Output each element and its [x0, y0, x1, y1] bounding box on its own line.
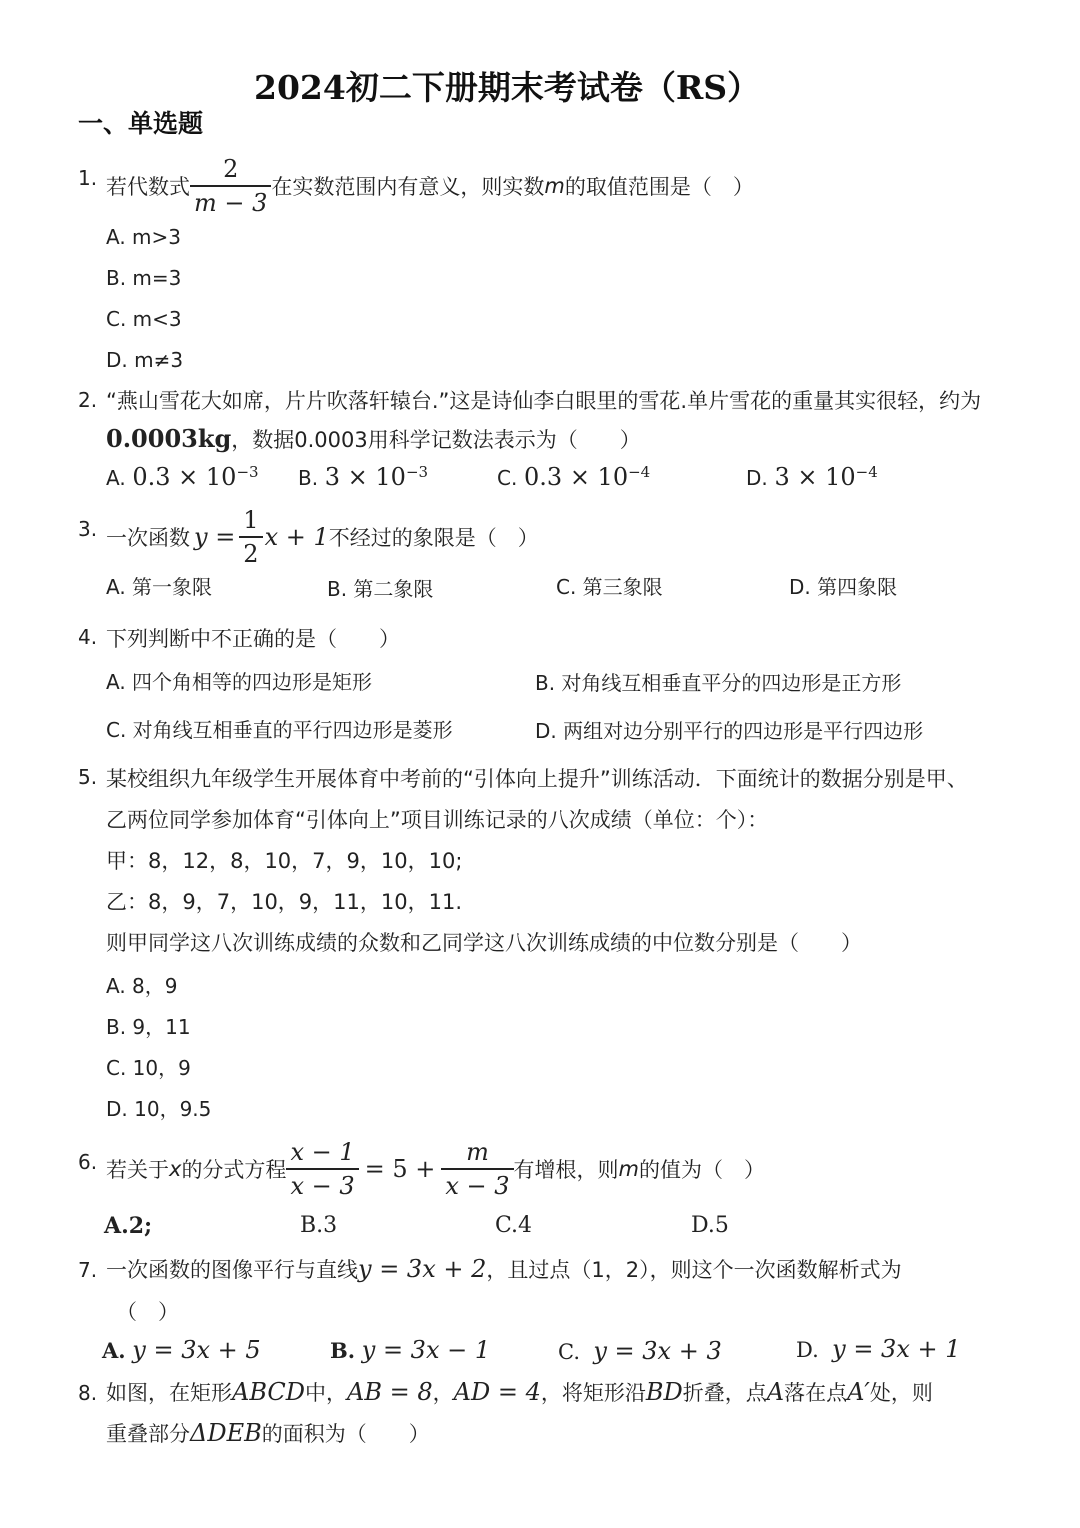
q8-line-2 — [106, 1418, 430, 1448]
option-b: B. 对角线互相垂直平分的四边形是正方形 — [535, 671, 902, 695]
option-label: C. — [558, 1340, 580, 1364]
q6-text: 有增根，则 — [513, 1158, 619, 1182]
question-number: 8. — [78, 1381, 98, 1405]
question-number: 4. — [78, 625, 98, 649]
q8-expr: AB = 8 — [347, 1378, 433, 1406]
question-6-stem — [106, 1138, 765, 1200]
option-c: C. m<3 — [106, 307, 182, 331]
option-c — [497, 463, 650, 491]
q1-text: 的取值范围是（ ） — [564, 175, 754, 199]
option-b: B. 9，11 — [106, 1015, 191, 1039]
option-label: D. — [796, 1338, 819, 1362]
option-exponent: −4 — [628, 463, 651, 481]
option-expr: y = 3x + 1 — [832, 1335, 961, 1363]
q2-line-2 — [106, 424, 641, 454]
fraction-denominator — [190, 185, 271, 217]
option-b: B. m=3 — [106, 266, 182, 290]
q4-stem: 下列判断中不正确的是（ ） — [106, 627, 400, 651]
option-d: D. 两组对边分别平行的四边形是平行四边形 — [535, 719, 924, 743]
question-3-stem — [106, 506, 539, 568]
option-c: C.4 — [495, 1213, 533, 1238]
fraction-numerator: 2 — [223, 155, 239, 183]
option-label: B. — [330, 1338, 356, 1363]
q6-fraction-1 — [286, 1138, 358, 1200]
q8-expr: AD = 4 — [453, 1378, 541, 1406]
q8-text: ， — [432, 1381, 454, 1405]
q8-expr: ABCD — [232, 1378, 306, 1406]
option-exponent: −4 — [855, 463, 878, 481]
q6-text: 若关于 — [106, 1158, 169, 1182]
fraction-numerator — [462, 1138, 493, 1168]
option-b — [298, 463, 428, 491]
q3-text: 一次函数 — [106, 526, 190, 550]
option-expr: y = 3x − 1 — [361, 1336, 491, 1364]
q5-line-4: 乙：8，9，7，10，9，11，10，11. — [106, 890, 463, 914]
question-1-stem — [106, 155, 754, 217]
option-label: A. — [106, 466, 126, 490]
page-title: 2024初二下册期末考试卷（RS） — [254, 68, 761, 107]
option-a — [106, 463, 259, 491]
q2-text: ，数据0.0003用科学记数法表示为（ ） — [231, 428, 641, 452]
option-d: D. 10，9.5 — [106, 1097, 212, 1121]
q7-expr: y = 3x + 2 — [358, 1255, 487, 1283]
q6-variable: m — [618, 1157, 639, 1181]
q8-expr: A — [766, 1378, 785, 1406]
fraction-denominator — [286, 1168, 358, 1200]
q8-text: 中， — [305, 1381, 348, 1405]
option-a: A. 8，9 — [106, 974, 178, 998]
fraction-denominator: 2 — [239, 536, 262, 568]
option-c: C. 10，9 — [106, 1056, 191, 1080]
q5-line-1: 某校组织九年级学生开展体育中考前的“引体向上提升”训练活动．下面统计的数据分别是甲、 — [106, 767, 968, 791]
q8-expr: BD — [645, 1378, 683, 1406]
q8-expr: A′ — [847, 1378, 870, 1406]
q3-expr: x + 1 — [264, 523, 329, 551]
option-d: D.5 — [691, 1213, 729, 1238]
q6-text: 的分式方程 — [181, 1158, 287, 1182]
option-expr: y = 3x + 3 — [593, 1337, 722, 1365]
option-d: D. 第四象限 — [789, 575, 898, 599]
q6-variable: x — [169, 1157, 182, 1181]
option-label: B. — [298, 466, 319, 490]
q1-fraction — [190, 155, 271, 217]
q5-line-2: 乙两位同学参加体育“引体向上”项目训练记录的八次成绩（单位：个）： — [106, 808, 769, 832]
q3-fraction — [239, 506, 262, 568]
option-a — [102, 1336, 261, 1364]
numerator-expr: m — [466, 1138, 489, 1166]
q2-line-1: “燕山雪花大如席，片片吹落轩辕台.”这是诗仙李白眼里的雪花.单片雪花的重量其实很轻，约为 — [106, 389, 982, 413]
q7-text: ，且过点（1，2），则这个一次函数解析式为 — [486, 1258, 902, 1282]
option-exponent: −3 — [236, 463, 259, 481]
option-expr: 3 × 10 — [774, 463, 856, 491]
q8-line-1 — [106, 1377, 933, 1407]
q2-value: 0.0003kg — [106, 424, 232, 453]
option-a: A. m>3 — [106, 225, 182, 249]
option-d — [796, 1335, 961, 1363]
option-c: C. 第三象限 — [556, 575, 663, 599]
answer-paren: （ ） — [116, 1300, 179, 1324]
option-c — [558, 1337, 722, 1365]
q6-expr: = 5 + — [364, 1155, 436, 1183]
q8-text: 处，则 — [869, 1381, 933, 1405]
q1-text: 在实数范围内有意义，则实数 — [271, 175, 545, 199]
denominator-expr: x − 3 — [445, 1172, 510, 1200]
q8-text: 的面积为（ ） — [261, 1422, 430, 1446]
q6-text: 的值为（ ） — [639, 1158, 765, 1182]
option-expr: 3 × 10 — [324, 463, 406, 491]
question-number: 6. — [78, 1150, 98, 1174]
q8-text: 重叠部分 — [106, 1422, 190, 1446]
option-b: B. 第二象限 — [327, 577, 434, 601]
option-label: D. — [746, 466, 768, 490]
q7-line-1 — [106, 1254, 902, 1284]
option-b: B.3 — [300, 1213, 338, 1238]
option-c: C. 对角线互相垂直的平行四边形是菱形 — [106, 718, 453, 742]
q8-text: 落在点 — [784, 1381, 848, 1405]
question-number: 2. — [78, 388, 98, 412]
option-a: A. 第一象限 — [106, 575, 213, 599]
option-exponent: −3 — [405, 463, 429, 481]
question-number: 5. — [78, 765, 98, 789]
option-d — [746, 463, 878, 491]
option-a: A. 四个角相等的四边形是矩形 — [106, 670, 373, 694]
option-d: D. m≠3 — [106, 348, 184, 372]
question-number: 3. — [78, 517, 98, 541]
option-expr: 0.3 × 10 — [132, 463, 237, 491]
q3-expr: y = — [194, 523, 236, 551]
option-b — [330, 1336, 490, 1364]
fraction-denominator — [441, 1168, 513, 1200]
q3-text: 不经过的象限是（ ） — [328, 526, 539, 550]
q8-text: ，将矩形沿 — [540, 1381, 646, 1405]
option-expr: 0.3 × 10 — [524, 463, 629, 491]
q8-expr: ΔDEB — [190, 1419, 262, 1447]
numerator-expr: x − 1 — [290, 1138, 355, 1166]
q5-line-5: 则甲同学这八次训练成绩的众数和乙同学这八次训练成绩的中位数分别是（ ） — [106, 931, 862, 955]
q7-text: 一次函数的图像平行与直线 — [106, 1258, 358, 1282]
q1-text: 若代数式 — [106, 175, 190, 199]
q8-text: 如图，在矩形 — [106, 1381, 232, 1405]
section-heading: 一、单选题 — [78, 109, 204, 138]
q8-text: 折叠，点 — [682, 1381, 767, 1405]
fraction-numerator — [286, 1138, 358, 1168]
fraction-numerator: 1 — [243, 506, 259, 534]
q6-fraction-2 — [441, 1138, 513, 1200]
question-number: 7. — [78, 1258, 98, 1282]
question-number: 1. — [78, 166, 98, 190]
option-a: A.2; — [104, 1213, 153, 1239]
denominator-expr: m − 3 — [194, 189, 268, 217]
q1-variable: m — [544, 174, 565, 198]
q5-line-3: 甲：8，12，8，10，7，9，10，10; — [106, 849, 463, 873]
option-label: C. — [497, 466, 518, 490]
denominator-expr: x − 3 — [290, 1172, 355, 1200]
option-expr: y = 3x + 5 — [132, 1336, 261, 1364]
option-label: A. — [102, 1338, 126, 1363]
